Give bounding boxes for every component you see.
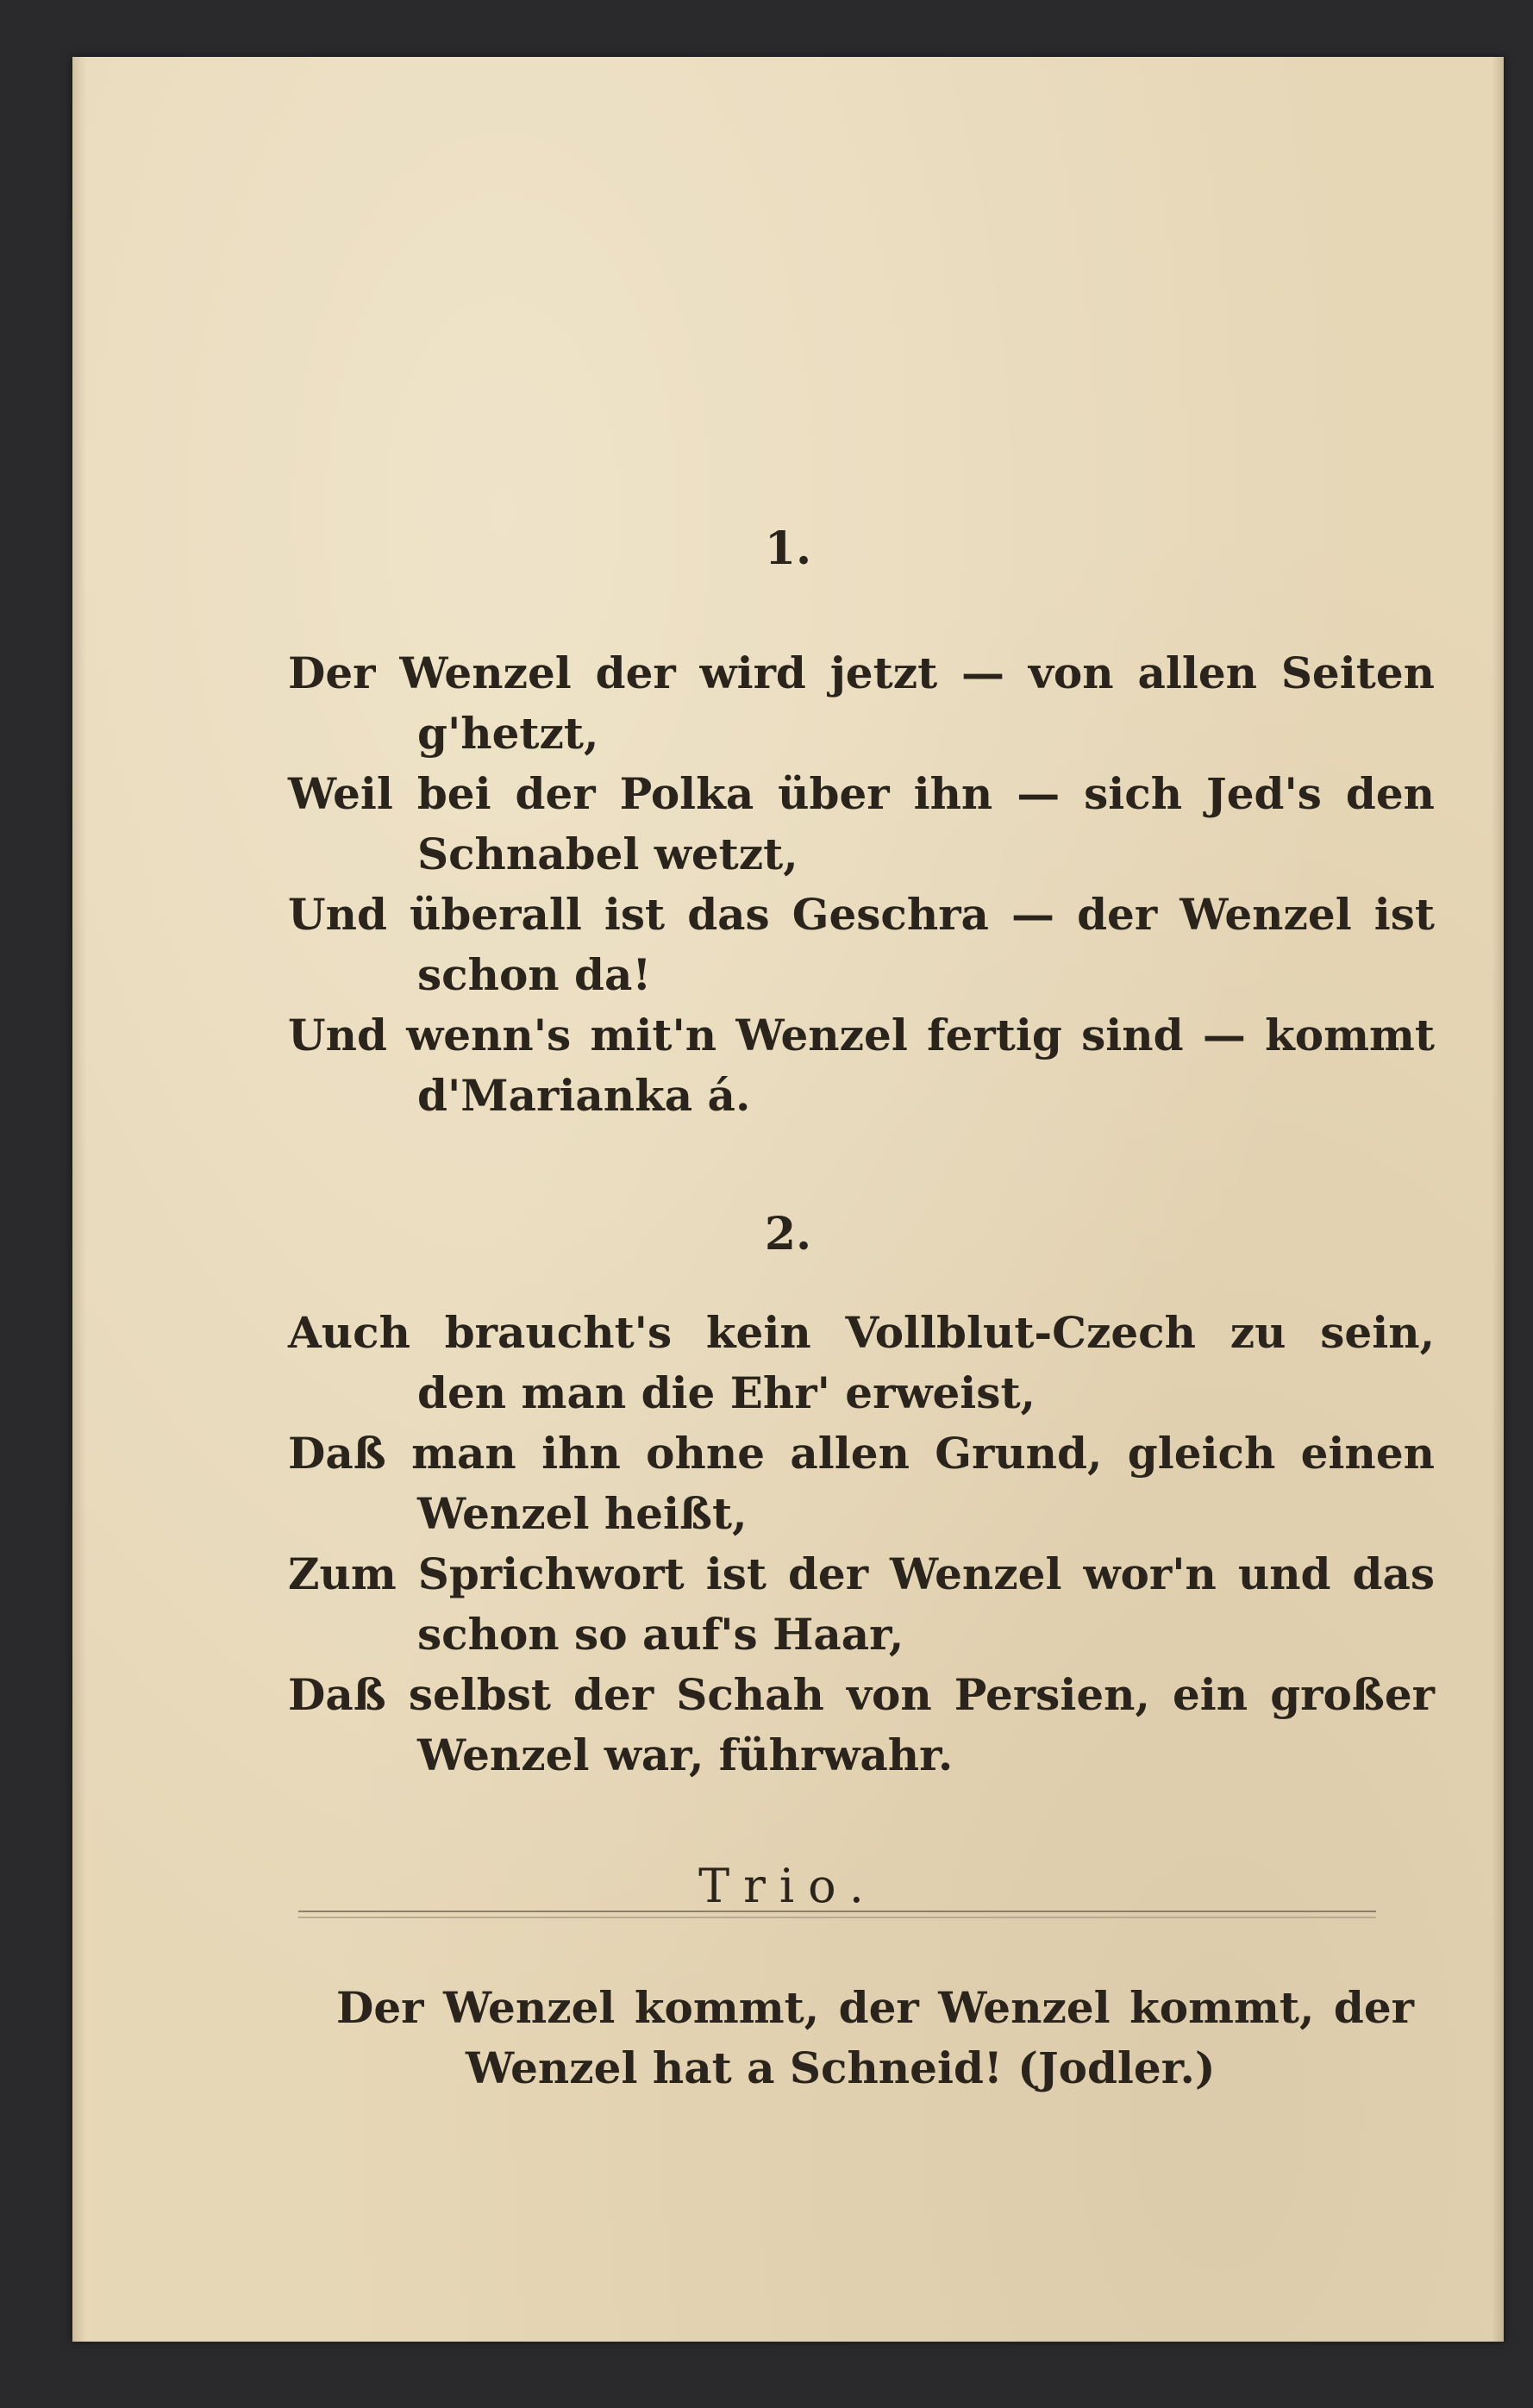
verse-line: Und wenn's mit'n Wenzel fertig sind — kommt d'Marianka á. [288,1010,1435,1121]
verse-2 [288,1303,1435,1786]
divider-rule [298,1911,1376,1918]
trio-heading: Trio. [698,1859,878,1913]
verse-line: Daß selbst der Schah von Persien, ein großer Wenzel war, führwahr. [288,1669,1435,1780]
page-edge-shadow-right [1492,57,1504,2342]
verse-line: Der Wenzel der wird jetzt — von allen Seiten g'hetzt, [288,647,1435,759]
trio-line: Der Wenzel kommt, der Wenzel kommt, der Wenzel hat a Schneid! (Jodler.) [336,1982,1414,2093]
verse-line: Auch braucht's kein Vollblut-Czech zu sein, den man die Ehr' erweist, [288,1307,1435,1418]
page-edge-shadow-left [72,57,86,2342]
trio-text [336,1978,1414,2098]
verse-line: Und überall ist das Geschra — der Wenzel ist schon da! [288,889,1435,1000]
verse-number: 2. [764,1208,812,1260]
song-page [72,57,1504,2342]
verse-line: Daß man ihn ohne allen Grund, gleich einen Wenzel heißt, [288,1428,1435,1539]
verse-line: Zum Sprichwort ist der Wenzel wor'n und das schon so auf's Haar, [288,1548,1435,1660]
verse-1 [288,643,1435,1126]
verse-line: Weil bei der Polka über ihn — sich Jed's den Schnabel wetzt, [288,768,1435,879]
verse-number: 1. [764,522,812,575]
